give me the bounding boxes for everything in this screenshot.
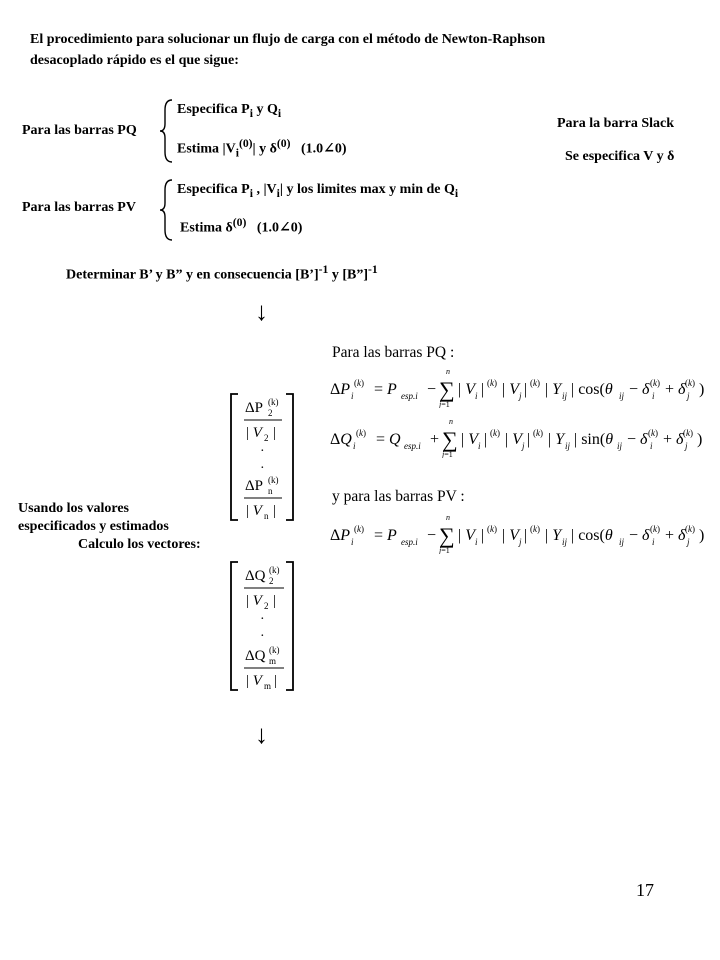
svg-text:|: | xyxy=(273,503,277,519)
svg-text:(k): (k) xyxy=(490,428,500,438)
pq-label: Para las barras PQ xyxy=(22,123,137,138)
svg-text:= Q: = Q xyxy=(376,431,401,448)
svg-text:(k): (k) xyxy=(650,378,660,388)
svg-text:∑: ∑ xyxy=(439,523,455,548)
svg-text:| Y: | Y xyxy=(545,527,562,544)
svg-text:ij: ij xyxy=(562,537,568,547)
svg-text:2: 2 xyxy=(264,433,269,443)
svg-text:j: j xyxy=(685,441,688,451)
svg-text:(k): (k) xyxy=(685,524,695,534)
svg-text:| cos(θ: | cos(θ xyxy=(571,527,613,544)
svg-text:−: − xyxy=(427,381,437,398)
svg-text:| V: | V xyxy=(458,381,475,398)
svg-text:i: i xyxy=(650,441,653,451)
svg-text:∑: ∑ xyxy=(442,427,458,452)
delta-q-equation xyxy=(330,416,710,458)
svg-text:| V: | V xyxy=(461,431,478,448)
svg-text:ΔQ: ΔQ xyxy=(245,648,266,664)
svg-text:n: n xyxy=(264,511,269,521)
svg-text:ij: ij xyxy=(565,441,571,451)
intro-line-2: desacoplado rápido es el que sigue: xyxy=(30,53,239,68)
svg-text:ΔP: ΔP xyxy=(245,400,263,416)
svg-text:ij: ij xyxy=(619,391,625,401)
svg-text:| V: | V xyxy=(246,425,262,441)
svg-text:n: n xyxy=(449,417,453,426)
svg-text:|: | xyxy=(484,431,488,448)
svg-text:|: | xyxy=(273,425,277,441)
pv-estimate: Estima $\delta^{(0)}$ (1.0∠0) xyxy=(180,216,303,236)
svg-text:m: m xyxy=(264,681,272,691)
svg-text:(k): (k) xyxy=(356,428,366,438)
svg-text:2: 2 xyxy=(269,576,274,586)
svg-text:(k): (k) xyxy=(487,524,497,534)
delta-p-equation xyxy=(330,366,710,408)
svg-text:|: | xyxy=(481,381,485,398)
down-arrow-icon: ↓ xyxy=(255,297,268,326)
svg-text:(k): (k) xyxy=(683,428,693,438)
svg-text:n: n xyxy=(268,486,273,496)
down-arrow-icon: ↓ xyxy=(255,720,268,749)
svg-text:j: j xyxy=(687,391,690,401)
svg-text:j: j xyxy=(519,537,522,547)
svg-text:): ) xyxy=(699,381,705,398)
svg-text:| Y: | Y xyxy=(548,431,565,448)
svg-text:ij: ij xyxy=(619,537,625,547)
svg-text:·: · xyxy=(260,612,265,627)
svg-text:·: · xyxy=(260,461,265,476)
svg-text:m: m xyxy=(269,656,277,666)
svg-text:): ) xyxy=(699,527,705,544)
vector-note: Usando los valores especificados y estimados Calculo los vectores: xyxy=(18,501,201,552)
svg-text:esp.i: esp.i xyxy=(401,537,418,547)
svg-text:| sin(θ: | sin(θ xyxy=(574,431,614,448)
svg-text:ΔQ: ΔQ xyxy=(245,568,266,584)
pv-label: Para las barras PV xyxy=(22,200,136,215)
slack-title: Para la barra Slack xyxy=(557,116,675,131)
svg-text:j: j xyxy=(687,537,690,547)
delta-q-vector xyxy=(228,560,296,692)
svg-text:(k): (k) xyxy=(530,524,540,534)
svg-text:·: · xyxy=(260,629,265,644)
svg-text:esp.i: esp.i xyxy=(404,441,421,451)
svg-text:| V: | V xyxy=(502,381,519,398)
svg-text:− δ: − δ xyxy=(629,381,650,398)
svg-text:|: | xyxy=(524,527,528,544)
svg-text:i: i xyxy=(478,441,481,451)
svg-text:| Y: | Y xyxy=(545,381,562,398)
svg-text:(k): (k) xyxy=(268,397,279,407)
svg-text:+ δ: + δ xyxy=(663,431,684,448)
svg-text:ΔP: ΔP xyxy=(245,478,263,494)
svg-text:ΔP: ΔP xyxy=(330,381,351,398)
svg-text:+ δ: + δ xyxy=(665,527,686,544)
svg-text:j=1: j=1 xyxy=(439,546,450,554)
pv-brace xyxy=(158,178,176,242)
svg-text:= P: = P xyxy=(374,527,397,544)
svg-text:|: | xyxy=(524,381,528,398)
intro-paragraph xyxy=(30,29,690,71)
svg-text:| V: | V xyxy=(246,673,262,689)
svg-text:(k): (k) xyxy=(269,645,280,655)
svg-text:2: 2 xyxy=(268,408,273,418)
svg-text:i: i xyxy=(475,537,478,547)
pq-brace xyxy=(158,98,176,164)
svg-text:| V: | V xyxy=(505,431,522,448)
svg-text:): ) xyxy=(697,431,703,448)
svg-text:(k): (k) xyxy=(269,565,280,575)
svg-text:2: 2 xyxy=(264,601,269,611)
page-number: 17 xyxy=(636,880,654,900)
svg-text:ij: ij xyxy=(617,441,623,451)
pq-equations-heading: Para las barras PQ : xyxy=(332,344,455,361)
intro-line-1: El procedimiento para solucionar un flujo de carga con el método de Newton-Raphson xyxy=(30,32,546,47)
svg-text:| V: | V xyxy=(246,593,262,609)
svg-text:esp.i: esp.i xyxy=(401,391,418,401)
svg-text:n: n xyxy=(446,367,450,376)
svg-text:|: | xyxy=(273,593,277,609)
pq-spec: Especifica $P_i$ y $Q_i$ xyxy=(177,102,282,120)
svg-text:+: + xyxy=(430,431,440,448)
pq-estimate: Estima $|V_i^{(0)}|$ y $\delta^{(0)}$ (1.0∠0) xyxy=(177,137,347,160)
svg-text:i: i xyxy=(652,537,655,547)
svg-text:ΔQ: ΔQ xyxy=(330,431,352,448)
svg-text:(k): (k) xyxy=(354,378,364,388)
svg-text:− δ: − δ xyxy=(629,527,650,544)
svg-text:(k): (k) xyxy=(650,524,660,534)
delta-p-pv-equation xyxy=(330,512,710,554)
svg-text:(k): (k) xyxy=(530,378,540,388)
svg-text:− δ: − δ xyxy=(627,431,648,448)
svg-text:j: j xyxy=(522,441,525,451)
svg-text:| cos(θ: | cos(θ xyxy=(571,381,613,398)
slack-spec: Se especifica V y δ xyxy=(565,149,675,164)
svg-text:|: | xyxy=(527,431,531,448)
svg-text:|: | xyxy=(481,527,485,544)
svg-text:ΔP: ΔP xyxy=(330,527,351,544)
svg-text:j=1: j=1 xyxy=(439,400,450,408)
svg-text:i: i xyxy=(351,391,354,401)
svg-text:|: | xyxy=(274,673,278,689)
svg-text:= P: = P xyxy=(374,381,397,398)
svg-text:| V: | V xyxy=(502,527,519,544)
svg-text:−: − xyxy=(427,527,437,544)
svg-text:i: i xyxy=(351,537,354,547)
svg-text:i: i xyxy=(353,441,356,451)
svg-text:i: i xyxy=(652,391,655,401)
svg-text:| V: | V xyxy=(246,503,262,519)
svg-text:(k): (k) xyxy=(685,378,695,388)
svg-text:(k): (k) xyxy=(648,428,658,438)
pv-equations-heading: y para las barras PV : xyxy=(332,488,465,505)
svg-text:n: n xyxy=(446,513,450,522)
svg-text:| V: | V xyxy=(458,527,475,544)
svg-text:(k): (k) xyxy=(268,475,279,485)
svg-text:ij: ij xyxy=(562,391,568,401)
pv-spec: Especifica $P_i$ , $|V_i|$ y los limites max y min de $Q_i$ xyxy=(177,182,459,200)
svg-text:(k): (k) xyxy=(533,428,543,438)
svg-text:j: j xyxy=(519,391,522,401)
determine-line: Determinar B’ y B” y en consecuencia [B’]$^{-1}$ y [B”]$^{-1}$ xyxy=(66,263,378,283)
svg-text:·: · xyxy=(260,444,265,459)
svg-text:i: i xyxy=(475,391,478,401)
svg-text:(k): (k) xyxy=(354,524,364,534)
svg-text:j=1: j=1 xyxy=(442,450,453,458)
svg-text:(k): (k) xyxy=(487,378,497,388)
delta-p-vector xyxy=(228,392,296,522)
svg-text:∑: ∑ xyxy=(439,377,455,402)
svg-text:+ δ: + δ xyxy=(665,381,686,398)
